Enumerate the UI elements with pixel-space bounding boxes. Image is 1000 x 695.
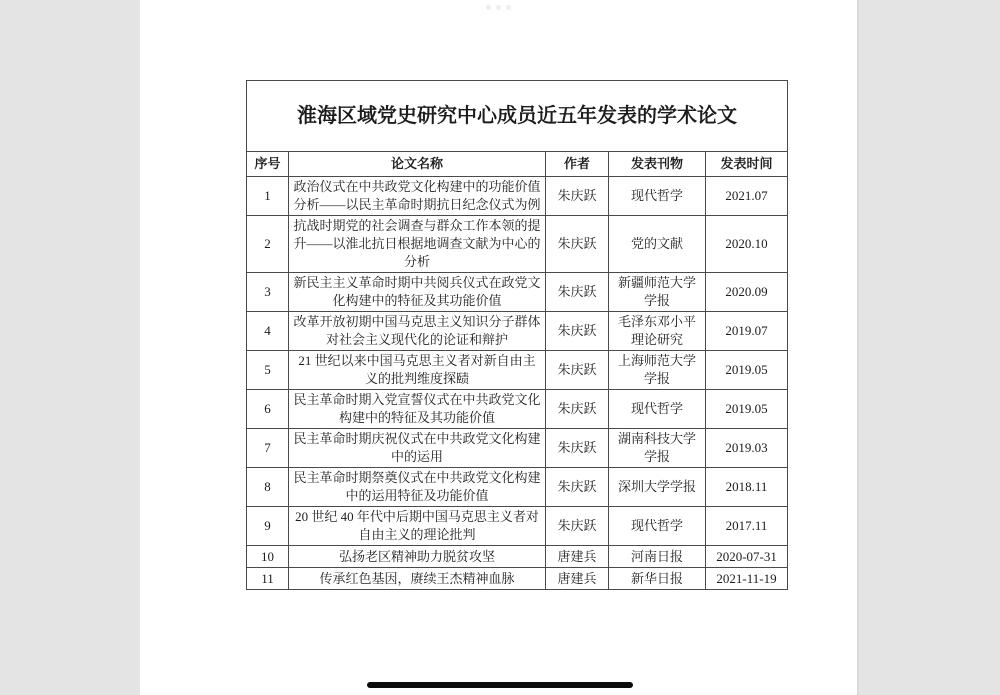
paper-journal: 现代哲学 xyxy=(609,177,706,216)
paper-date: 2020-07-31 xyxy=(706,546,788,568)
row-number: 2 xyxy=(247,216,289,273)
table-row xyxy=(247,507,788,546)
paper-date: 2017.11 xyxy=(706,507,788,546)
row-number: 6 xyxy=(247,390,289,429)
table-row xyxy=(247,312,788,351)
row-number: 4 xyxy=(247,312,289,351)
table-row xyxy=(247,351,788,390)
paper-date: 2019.05 xyxy=(706,390,788,429)
row-number: 1 xyxy=(247,177,289,216)
table-row xyxy=(247,568,788,590)
row-number: 11 xyxy=(247,568,289,590)
table-row xyxy=(247,390,788,429)
paper-author: 朱庆跃 xyxy=(546,351,609,390)
paper-title: 传承红色基因，赓续王杰精神血脉 xyxy=(289,568,546,590)
table-header-row xyxy=(247,152,788,177)
paper-journal: 毛泽东邓小平理论研究 xyxy=(609,312,706,351)
paper-title: 民主革命时期祭奠仪式在中共政党文化构建中的运用特征及功能价值 xyxy=(289,468,546,507)
table-row xyxy=(247,216,788,273)
table-row xyxy=(247,468,788,507)
row-number: 3 xyxy=(247,273,289,312)
paper-date: 2019.03 xyxy=(706,429,788,468)
paper-title: 弘扬老区精神助力脱贫攻坚 xyxy=(289,546,546,568)
row-number: 7 xyxy=(247,429,289,468)
paper-date: 2020.10 xyxy=(706,216,788,273)
paper-journal: 党的文献 xyxy=(609,216,706,273)
paper-title: 民主革命时期庆祝仪式在中共政党文化构建中的运用 xyxy=(289,429,546,468)
paper-title: 21 世纪以来中国马克思主义者对新自由主义的批判维度探赜 xyxy=(289,351,546,390)
paper-journal: 深圳大学学报 xyxy=(609,468,706,507)
paper-title: 政治仪式在中共政党文化构建中的功能价值分析——以民主革命时期抗日纪念仪式为例 xyxy=(289,177,546,216)
table-row xyxy=(247,273,788,312)
paper-author: 唐建兵 xyxy=(546,568,609,590)
row-number: 5 xyxy=(247,351,289,390)
paper-title: 民主革命时期入党宣誓仪式在中共政党文化构建中的特征及其功能价值 xyxy=(289,390,546,429)
table-row xyxy=(247,177,788,216)
paper-title: 抗战时期党的社会调查与群众工作本领的提升——以淮北抗日根据地调查文献为中心的分析 xyxy=(289,216,546,273)
paper-date: 2018.11 xyxy=(706,468,788,507)
dot-icon xyxy=(496,5,501,10)
col-header-date: 发表时间 xyxy=(706,152,788,177)
paper-journal: 上海师范大学学报 xyxy=(609,351,706,390)
table-title-row xyxy=(247,81,788,152)
col-header-no: 序号 xyxy=(247,152,289,177)
paper-journal: 现代哲学 xyxy=(609,390,706,429)
paper-date: 2019.07 xyxy=(706,312,788,351)
paper-author: 唐建兵 xyxy=(546,546,609,568)
table-row xyxy=(247,429,788,468)
paper-author: 朱庆跃 xyxy=(546,216,609,273)
papers-table xyxy=(246,80,788,590)
paper-journal: 湖南科技大学学报 xyxy=(609,429,706,468)
paper-author: 朱庆跃 xyxy=(546,312,609,351)
table-title: 淮海区域党史研究中心成员近五年发表的学术论文 xyxy=(247,81,788,152)
paper-date: 2021-11-19 xyxy=(706,568,788,590)
col-header-author: 作者 xyxy=(546,152,609,177)
paper-date: 2021.07 xyxy=(706,177,788,216)
row-number: 10 xyxy=(247,546,289,568)
dot-icon xyxy=(486,5,491,10)
paper-author: 朱庆跃 xyxy=(546,177,609,216)
home-indicator-bar[interactable] xyxy=(367,682,633,688)
col-header-journal: 发表刊物 xyxy=(609,152,706,177)
paper-author: 朱庆跃 xyxy=(546,468,609,507)
dot-icon xyxy=(506,5,511,10)
paper-author: 朱庆跃 xyxy=(546,507,609,546)
paper-author: 朱庆跃 xyxy=(546,273,609,312)
table-row xyxy=(247,546,788,568)
row-number: 8 xyxy=(247,468,289,507)
paper-date: 2020.09 xyxy=(706,273,788,312)
document-page xyxy=(140,0,859,695)
paper-journal: 现代哲学 xyxy=(609,507,706,546)
paper-title: 改革开放初期中国马克思主义知识分子群体对社会主义现代化的论证和辩护 xyxy=(289,312,546,351)
row-number: 9 xyxy=(247,507,289,546)
paper-journal: 新疆师范大学学报 xyxy=(609,273,706,312)
paper-journal: 河南日报 xyxy=(609,546,706,568)
paper-author: 朱庆跃 xyxy=(546,390,609,429)
paper-author: 朱庆跃 xyxy=(546,429,609,468)
paper-date: 2019.05 xyxy=(706,351,788,390)
col-header-paper-title: 论文名称 xyxy=(289,152,546,177)
paper-title: 20 世纪 40 年代中后期中国马克思主义者对自由主义的理论批判 xyxy=(289,507,546,546)
paper-journal: 新华日报 xyxy=(609,568,706,590)
more-options-icon[interactable] xyxy=(486,5,511,10)
paper-title: 新民主主义革命时期中共阅兵仪式在政党文化构建中的特征及其功能价值 xyxy=(289,273,546,312)
